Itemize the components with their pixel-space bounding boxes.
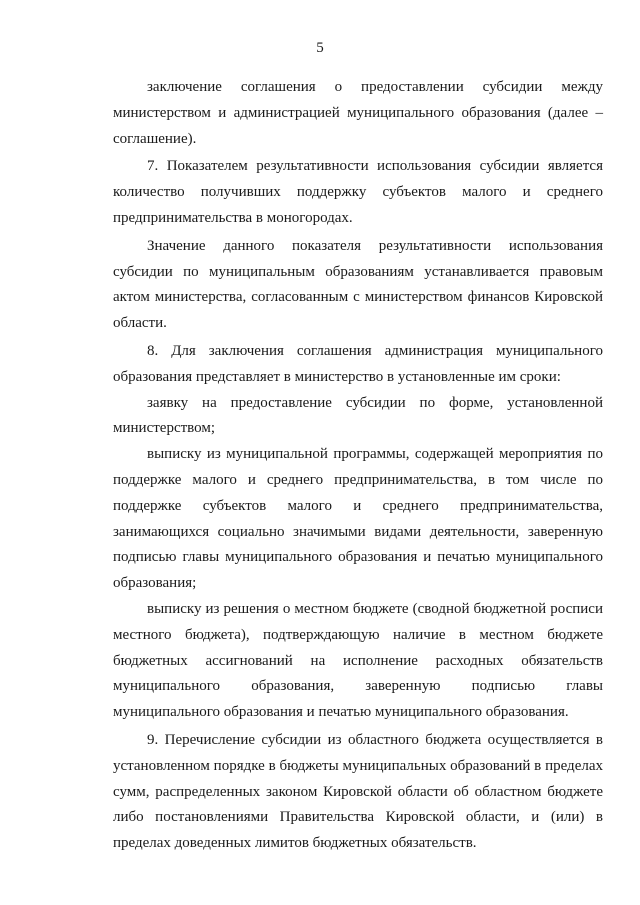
- paragraph-program-extract: выписку из муниципальной программы, содержащей мероприятия по поддержке малого и среднего предпринимательства, в том числе по поддержке субъектов малого и среднего предпринимательства, занимающихся социально значимыми видами деятельности, заверенную подписью главы муниципального образования и печатью муниципального образования;: [113, 446, 603, 592]
- paragraph-item-9: 9. Перечисление субсидии из областного бюджета осуществляется в установленном порядке в бюджеты муниципальных образований в пределах сумм, распределенных законом Кировской области об областном бюджете либо постановлениями Правительства Кировской области, и (или) в пределах доведенных лимитов бюджетных обязательств.: [113, 731, 603, 852]
- document-body: [113, 75, 603, 857]
- paragraph-application: заявку на предоставление субсидии по форме, установленной министерством;: [113, 394, 603, 437]
- paragraph-budget-extract: выписку из решения о местном бюджете (сводной бюджетной росписи местного бюджета), подтверждающую наличие в местном бюджете бюджетных ассигнований на исполнение расходных обязательств муниципального образования, заверенную подписью главы муниципального образования и печатью муниципального образования.: [113, 600, 603, 721]
- page-number: 5: [316, 40, 324, 56]
- paragraph-indicator-value: Значение данного показателя результативности использования субсидии по муниципальным образованиям устанавливается правовым актом министерства, согласованным с министерством финансов Кировской области.: [113, 237, 603, 332]
- paragraph-item-7: 7. Показателем результативности использования субсидии является количество получивших поддержку субъектов малого и среднего предпринимательства в моногородах.: [113, 158, 603, 226]
- paragraph-continuation: заключение соглашения о предоставлении субсидии между министерством и администрацией муниципального образования (далее – соглашение).: [113, 79, 603, 147]
- paragraph-item-8: 8. Для заключения соглашения администрация муниципального образования представляет в министерство в установленные им сроки:: [113, 342, 603, 385]
